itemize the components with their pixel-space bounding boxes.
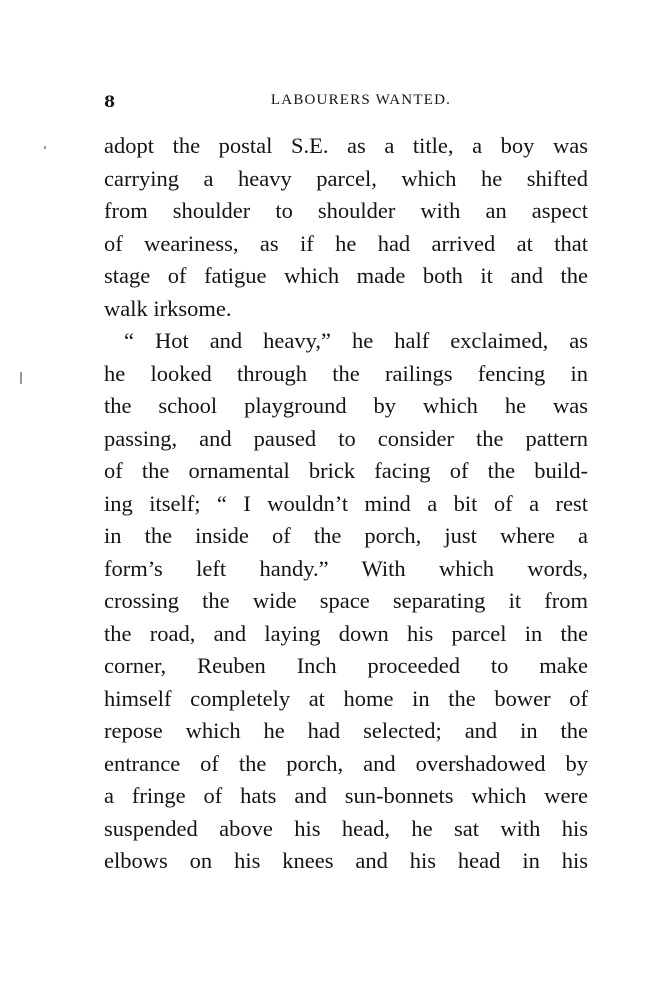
running-head: [104, 92, 588, 112]
text-line: stage of fatigue which made both it and the: [104, 263, 588, 288]
text-line: suspended above his head, he sat with his: [104, 815, 588, 841]
text-line: ing itself; “ I wouldn’t mind a bit of a rest: [104, 490, 588, 516]
text-line: elbows on his knees and his head in his: [104, 848, 588, 873]
text-line: “ Hot and heavy,” he half exclaimed, as: [124, 328, 588, 353]
text-line: carrying a heavy parcel, which he shifted: [104, 165, 588, 191]
running-title: LABOURERS WANTED.: [270, 92, 452, 108]
text-line: form’s left handy.” With which words,: [104, 555, 588, 581]
text-line: he looked through the railings fencing in: [104, 360, 588, 386]
text-line: adopt the postal S.E. as a title, a boy was: [104, 133, 588, 158]
text-line: from shoulder to shoulder with an aspect: [104, 198, 588, 223]
text-line: passing, and paused to consider the pattern: [104, 425, 588, 451]
text-line: in the inside of the porch, just where a: [104, 523, 588, 548]
margin-mark-middle: [20, 372, 22, 384]
text-line: of the ornamental brick facing of the build-: [104, 458, 588, 483]
text-line: of weariness, as if he had arrived at that: [104, 230, 588, 256]
body-text: [104, 130, 588, 878]
margin-mark-top: [44, 146, 46, 149]
text-line: the school playground by which he was: [104, 393, 588, 418]
page-number: 8: [104, 92, 116, 111]
text-line: crossing the wide space separating it from: [104, 588, 588, 613]
text-line: a fringe of hats and sun-bonnets which were: [104, 783, 588, 808]
text-line: the road, and laying down his parcel in the: [104, 620, 588, 646]
text-line: walk irksome.: [104, 295, 232, 321]
text-line: corner, Reuben Inch proceeded to make: [104, 653, 588, 678]
text-line: entrance of the porch, and overshadowed by: [104, 750, 588, 776]
text-line: repose which he had selected; and in the: [104, 718, 588, 743]
text-line: himself completely at home in the bower of: [104, 685, 588, 711]
